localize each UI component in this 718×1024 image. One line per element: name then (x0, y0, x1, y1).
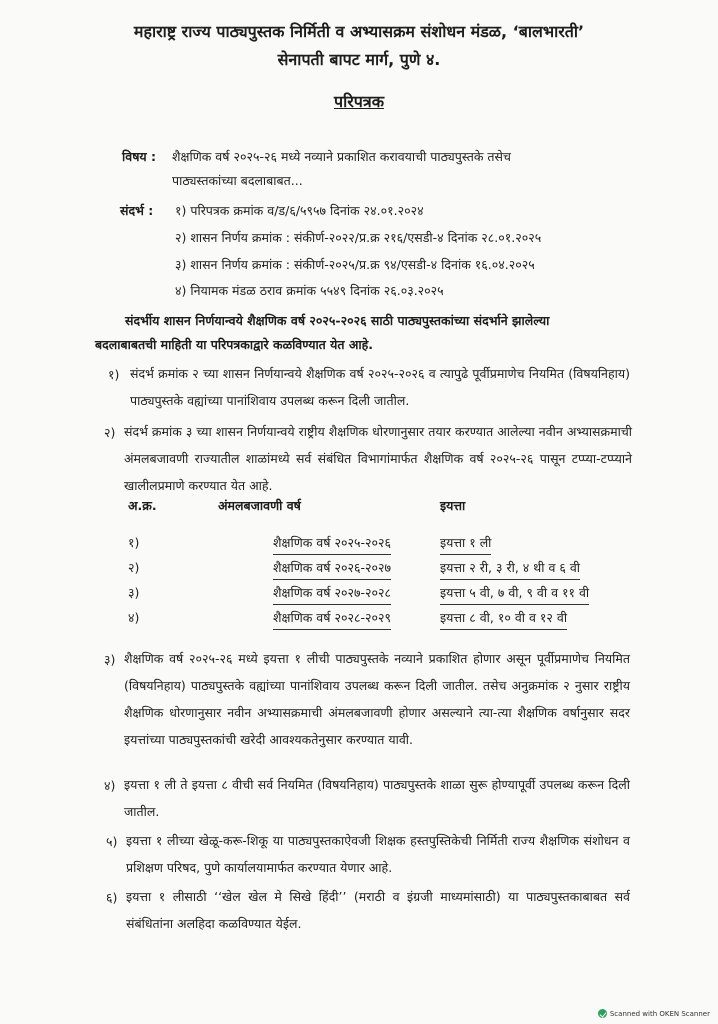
table-cell: इयत्ता ८ वी, १० वी व १२ वी (440, 607, 567, 630)
table-row (0, 532, 718, 554)
references-label: संदर्भ : (120, 203, 154, 218)
table-cell: ४) (128, 610, 140, 625)
page-title: परिपत्रक (334, 92, 384, 111)
point-number: २) (104, 425, 116, 440)
reference-item: ३) शासन निर्णय क्रमांक : संकीर्ण-२०२५/प्र.क्र ९४/एसडी-४ दिनांक १६.०४.२०२५ (175, 257, 535, 272)
table-header-cell: इयत्ता (440, 498, 466, 513)
table-cell: १) (128, 535, 140, 550)
point-text: शैक्षणिक वर्ष २०२५-२६ मध्ये इयत्ता १ लीची पाठ्यपुस्तके नव्याने प्रकाशित होणार असून पूर्वीप्रमाणेच नियमित (विषयनिहाय) पाठ्यपुस्तके वह्यांच्या पानांशिवाय उपलब्ध करून दिली जातील. तसेच अनुक्रमांक २ नुसार राष्ट्रीय शैक्षणिक धोरणानुसार नवीन अभ्यासक्रमाची अंमलबजावणी होणार असल्याने त्या-त्या शैक्षणिक वर्षानुसार सदर इयत्तांच्या पाठ्यपुस्तकांची खरेदी आवश्यकतेनुसार करण्यात यावी. (124, 651, 630, 747)
point-number: ५) (106, 834, 118, 849)
table-cell: २) (128, 560, 140, 575)
table-header-cell: अंमलबजावणी वर्ष (218, 498, 301, 513)
table-cell: शैक्षणिक वर्ष २०२८-२०२९ (273, 607, 391, 630)
intro-line-2: बदलाबाबतची माहिती या परिपत्रकाद्वारे कळविण्यात येत आहे. (95, 337, 374, 352)
table-cell: इयत्ता १ ली (440, 532, 491, 555)
table-row (0, 582, 718, 604)
point-text: संदर्भ क्रमांक ३ च्या शासन निर्णयान्वये राष्ट्रीय शैक्षणिक धोरणानुसार तयार करण्यात आलेल्या नवीन अभ्यासक्रमाची अंमलबजावणी राज्यातील शाळांमध्ये सर्व संबंधित विभागांमार्फत शैक्षणिक वर्ष २०२५-२६ पासून टप्प्या-टप्प्याने खालीलप्रमाणे करण्यात येत आहे. (124, 424, 632, 493)
scanner-text: Scanned with OKEN Scanner (609, 1009, 710, 1018)
subject-label: विषय : (122, 149, 157, 164)
subject-line-2: पाठ्यस्तकांच्या बदलाबाबत... (172, 173, 303, 188)
table-cell: शैक्षणिक वर्ष २०२७-२०२८ (273, 582, 391, 605)
point-text: इयत्ता १ ली ते इयत्ता ८ वीची सर्व नियमित (विषयनिहाय) पाठ्यपुस्तके शाळा सुरू होण्यापूर्वी उपलब्ध करून दिली जातील. (124, 777, 630, 819)
table-header-row (0, 495, 718, 517)
scanner-watermark (598, 1009, 710, 1018)
table-cell: इयत्ता ५ वी, ७ वी, ९ वी व ११ वी (440, 582, 589, 605)
table-header-cell: अ.क्र. (128, 498, 157, 513)
table-row (0, 607, 718, 629)
table-row (0, 557, 718, 579)
point-text: संदर्भ क्रमांक २ च्या शासन निर्णयान्वये शैक्षणिक वर्ष २०२५-२०२६ व त्यापुढे पूर्वीप्रमाणेच नियमित (विषयनिहाय) पाठ्यपुस्तके वह्यांच्या पानांशिवाय उपलब्ध करून दिली जातील. (130, 366, 630, 408)
table-cell: इयत्ता २ री, ३ री, ४ थी व ६ वी (440, 557, 580, 580)
table-cell: शैक्षणिक वर्ष २०२६-२०२७ (273, 557, 391, 580)
subject-line-1: शैक्षणिक वर्ष २०२५-२६ मध्ये नव्याने प्रकाशित करावयाची पाठ्यपुस्तके तसेच (172, 149, 511, 164)
header-line-2: सेनापती बापट मार्ग, पुणे ४. (277, 50, 441, 69)
point-number: ४) (104, 778, 116, 793)
table-cell: ३) (128, 585, 140, 600)
reference-item: ४) नियामक मंडळ ठराव क्रमांक ५५४९ दिनांक २६.०३.२०२५ (175, 283, 444, 298)
header-line-1: महाराष्ट्र राज्य पाठ्यपुस्तक निर्मिती व अभ्यासक्रम संशोधन मंडळ, ‘बालभारती’ (133, 22, 585, 41)
point-number: १) (108, 367, 120, 382)
point-text: इयत्ता १ लीसाठी ‘‘खेल खेल मे सिखे हिंदी’’ (मराठी व इंग्रजी माध्यमांसाठी) या पाठ्यपुस्तकाबाबत सर्व संबंधितांना अलहिदा कळविण्यात येईल. (126, 889, 630, 931)
intro-line-1: संदर्भीय शासन निर्णयान्वये शैक्षणिक वर्ष २०२५-२०२६ साठी पाठ्यपुस्तकांच्या संदर्भाने झालेल्या (125, 313, 550, 328)
point-number: ३) (104, 652, 116, 667)
table-cell: शैक्षणिक वर्ष २०२५-२०२६ (273, 532, 391, 555)
scanner-logo-icon (598, 1009, 607, 1018)
reference-item: २) शासन निर्णय क्रमांक : संकीर्ण-२०२२/प्र.क्र २१६/एसडी-४ दिनांक २८.०१.२०२५ (175, 230, 542, 245)
reference-item: १) परिपत्रक क्रमांक व/ड/६/५९५७ दिनांक २४.०१.२०२४ (175, 203, 424, 218)
point-text: इयत्ता १ लीच्या खेळू-करू-शिकू या पाठ्यपुस्तकाऐवजी शिक्षक हस्तपुस्तिकेची निर्मिती राज्य शैक्षणिक संशोधन व प्रशिक्षण परिषद, पुणे कार्यालयामार्फत करण्यात येणार आहे. (126, 833, 630, 875)
point-number: ६) (106, 890, 118, 905)
